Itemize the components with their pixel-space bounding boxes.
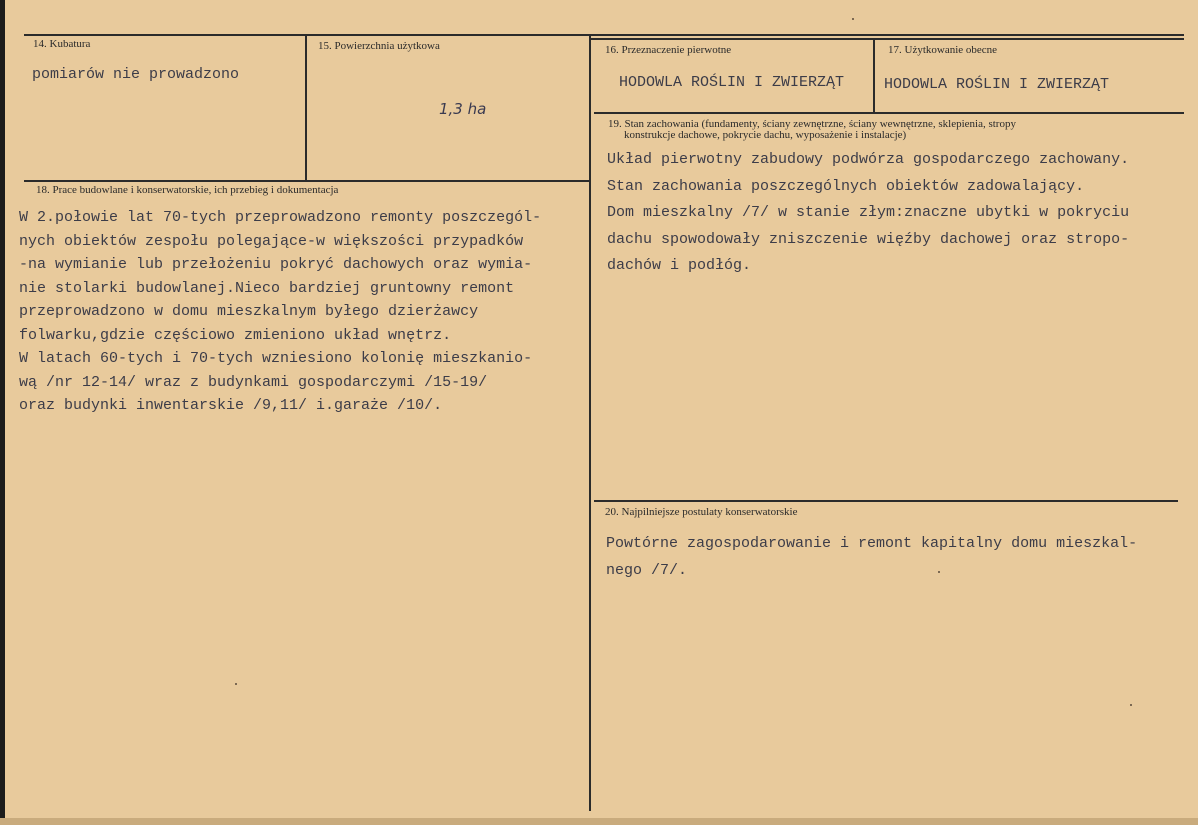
prace-line: W 2.połowie lat 70-tych przeprowadzono remonty poszczegól- [19, 209, 542, 226]
rule-top [24, 34, 1184, 36]
stan-line: Stan zachowania poszczególnych obiektów zadowalający. [607, 177, 1085, 195]
paper-speck [938, 571, 940, 573]
prace-label: 18. Prace budowlane i konserwatorskie, ich przebieg i dokumentacja [36, 184, 339, 196]
scan-edge-left [0, 0, 5, 825]
rule-top-right [590, 38, 1184, 40]
kubatura-value: pomiarów nie prowadzono [32, 66, 240, 83]
stan-line: Układ pierwotny zabudowy podwórza gospodarczego zachowany. [607, 151, 1130, 168]
scan-edge-bottom [0, 818, 1198, 825]
stan-line: dachów i podłóg. [607, 257, 752, 274]
prace-line: W latach 60-tych i 70-tych wzniesiono kolonię mieszkanio- [19, 350, 533, 367]
powierzchnia-label: 15. Powierzchnia użytkowa [318, 40, 440, 52]
prace-line: -na wymianie lub przełożeniu pokryć dachowych oraz wymia- [19, 256, 533, 273]
stan-label: 19. Stan zachowania (fundamenty, ściany zewnętrzne, ściany wewnętrzne, sklepienia, stropy [608, 118, 1016, 130]
powierzchnia-value: 1,3 ha [439, 100, 487, 118]
uzytkowanie-value: HODOWLA ROŚLIN I ZWIERZĄT [884, 76, 1110, 93]
rule-v-center [589, 36, 591, 811]
kubatura-label: 14. Kubatura [33, 38, 91, 50]
prace-line: folwarku,gdzie częściowo zmieniono układ wnętrz. [19, 326, 452, 344]
stan-line: Dom mieszkalny /7/ w stanie złym:znaczne ubytki w pokryciu [607, 204, 1130, 221]
postulaty-line: nego /7/. [606, 561, 688, 579]
prace-text [19, 206, 541, 418]
prace-line: nych obiektów zespołu polegające-w większości przypadków [19, 232, 524, 250]
stan-label-cont: konstrukcje dachowe, pokrycie dachu, wyposażenie i instalacje) [624, 129, 907, 141]
paper-speck [235, 683, 237, 685]
rule-mid-left [24, 180, 590, 182]
rule-mid-right [594, 112, 1184, 114]
stan-text [607, 147, 1129, 280]
prace-line: oraz budynki inwentarskie /9,11/ i.garaże /10/. [19, 397, 443, 414]
prace-line: wą /nr 12-14/ wraz z budynkami gospodarczymi /15-19/ [19, 373, 488, 391]
postulaty-text [606, 531, 1137, 584]
uzytkowanie-label: 17. Użytkowanie obecne [888, 44, 998, 56]
paper-speck [852, 18, 854, 20]
przeznaczenie-value: HODOWLA ROŚLIN I ZWIERZĄT [619, 74, 845, 91]
rule-postulaty [594, 500, 1178, 502]
postulaty-line: Powtórne zagospodarowanie i remont kapitalny domu mieszkal- [606, 535, 1138, 552]
rule-v-right [873, 40, 875, 113]
przeznaczenie-label: 16. Przeznaczenie pierwotne [605, 44, 732, 56]
postulaty-label: 20. Najpilniejsze postulaty konserwatorskie [605, 506, 798, 518]
prace-line: przeprowadzono w domu mieszkalnym byłego dzierżawcy [19, 303, 479, 320]
paper-speck [1130, 704, 1132, 706]
rule-v-left [305, 36, 307, 181]
prace-line: nie stolarki budowlanej.Nieco bardziej gruntowny remont [19, 279, 515, 297]
stan-line: dachu spowodowały zniszczenie więźby dachowej oraz stropo- [607, 230, 1130, 248]
